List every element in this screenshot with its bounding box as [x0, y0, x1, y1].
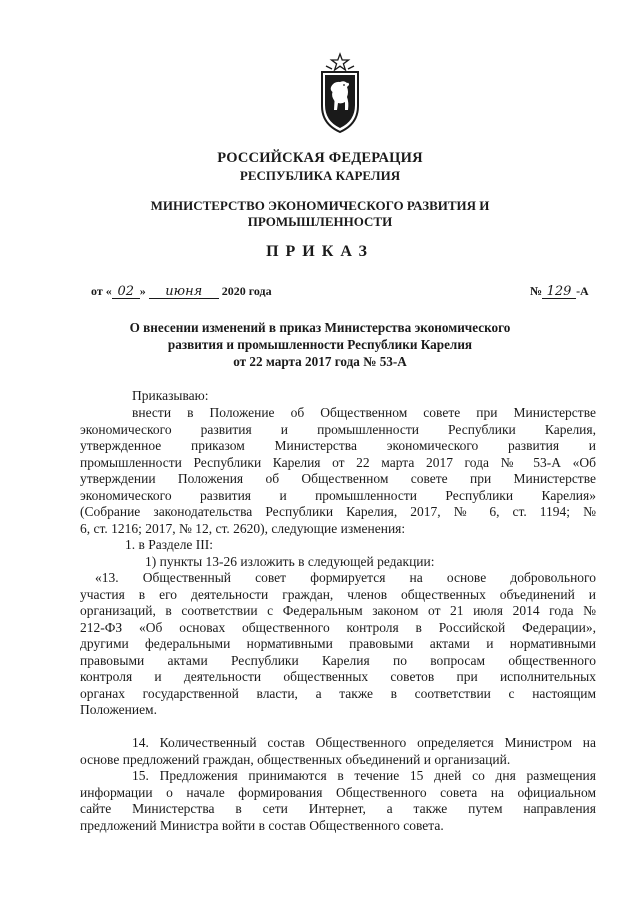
intro-line: утвержденное приказом Министерства экономического развития и	[80, 438, 596, 453]
date-month-handwritten: июня	[149, 285, 219, 299]
date-prefix: от «	[91, 284, 112, 298]
p13-line: органах государственной власти, а также в соответствии с настоящим	[80, 685, 596, 701]
intro-line: промышленности Республики Карелия от 22 марта 2017 года № 53-А «Об	[80, 454, 596, 470]
p13-line: 212-ФЗ «Об основах общественного контроля в Российской Федерации»,	[80, 619, 596, 635]
date-year: 2020 года	[221, 284, 272, 298]
order-word: Приказываю:	[132, 388, 209, 403]
subject-line2: развития и промышленности Республики Карелия	[167, 337, 473, 352]
date-mid: »	[139, 284, 146, 298]
subject-line1: О внесении изменений в приказ Министерства экономического	[129, 320, 511, 335]
country-heading: РОССИЙСКАЯ ФЕДЕРАЦИЯ	[217, 150, 423, 166]
p15-line: 15. Предложения принимаются в течение 15 дней со дня размещения	[132, 768, 596, 783]
intro-line: экономического развития и промышленности Республики Карелия»	[80, 487, 596, 503]
document-number	[530, 284, 589, 299]
intro-paragraph	[80, 405, 596, 537]
p15-line: предложений Министра войти в состав Общественного совета.	[80, 817, 444, 833]
p13-line: участия в его деятельности граждан, членов общественных объединений и	[80, 586, 596, 602]
intro-line: утверждении Положения об Общественном совете при Министерстве	[80, 471, 596, 486]
republic-heading: РЕСПУБЛИКА КАРЕЛИЯ	[239, 168, 401, 183]
date-day-handwritten: 02	[112, 285, 140, 299]
subject-line3: от 22 марта 2017 года № 53-А	[233, 354, 407, 369]
item-1-block	[80, 537, 596, 570]
karelia-coat-of-arms-icon	[318, 52, 362, 134]
number-prefix: №	[530, 284, 543, 298]
p13-line: контроля и деятельности общественных советов при исполнительных	[80, 669, 596, 684]
document-date	[91, 284, 272, 299]
intro-line: 6, ст. 1216; 2017, № 12, ст. 2620), следующие изменения:	[80, 520, 406, 536]
intro-line: внести в Положение об Общественном совете при Министерстве	[132, 405, 596, 420]
paragraph-13	[80, 570, 596, 719]
p15-line: информации о начале формирования Общественного совета на официальном	[80, 784, 596, 800]
p13-line: другими федеральными нормативными правовыми актами и нормативными	[80, 636, 596, 651]
p15-line: сайте Министерства в сети Интернет, а также путем направления	[80, 801, 596, 816]
p13-line: правовыми актами Республики Карелия по вопросам общественного	[80, 652, 596, 668]
p14-line: основе предложений граждан, общественных объединений и организаций.	[80, 751, 511, 767]
ministry-heading-line1: МИНИСТЕРСТВО ЭКОНОМИЧЕСКОГО РАЗВИТИЯ И	[150, 198, 490, 213]
p13-line: Положением.	[80, 702, 157, 717]
ministry-heading-line2: ПРОМЫШЛЕННОСТИ	[247, 214, 393, 229]
p13-line: «13. Общественный совет формируется на основе добровольного	[95, 570, 596, 585]
intro-line: (Собрание законодательства Республики Карелия, 2017, № 6, ст. 1194; №	[80, 504, 596, 519]
item-1-1: 1) пункты 13-26 изложить в следующей редакции:	[145, 553, 435, 569]
number-suffix: -А	[576, 284, 589, 298]
number-value-handwritten: 129	[542, 285, 576, 299]
intro-line: экономического развития и промышленности Республики Карелия,	[80, 421, 596, 437]
paragraph-14	[80, 735, 596, 768]
order-word-block	[80, 388, 596, 405]
p13-line: организаций, в соответствии с Федеральным законом от 21 июля 2014 года №	[80, 603, 596, 618]
paragraph-15	[80, 768, 596, 834]
p14-line: 14. Количественный состав Общественного определяется Министром на	[132, 735, 596, 750]
document-type-title: ПРИКАЗ	[266, 243, 374, 260]
item-1: 1. в Разделе III:	[125, 537, 214, 552]
